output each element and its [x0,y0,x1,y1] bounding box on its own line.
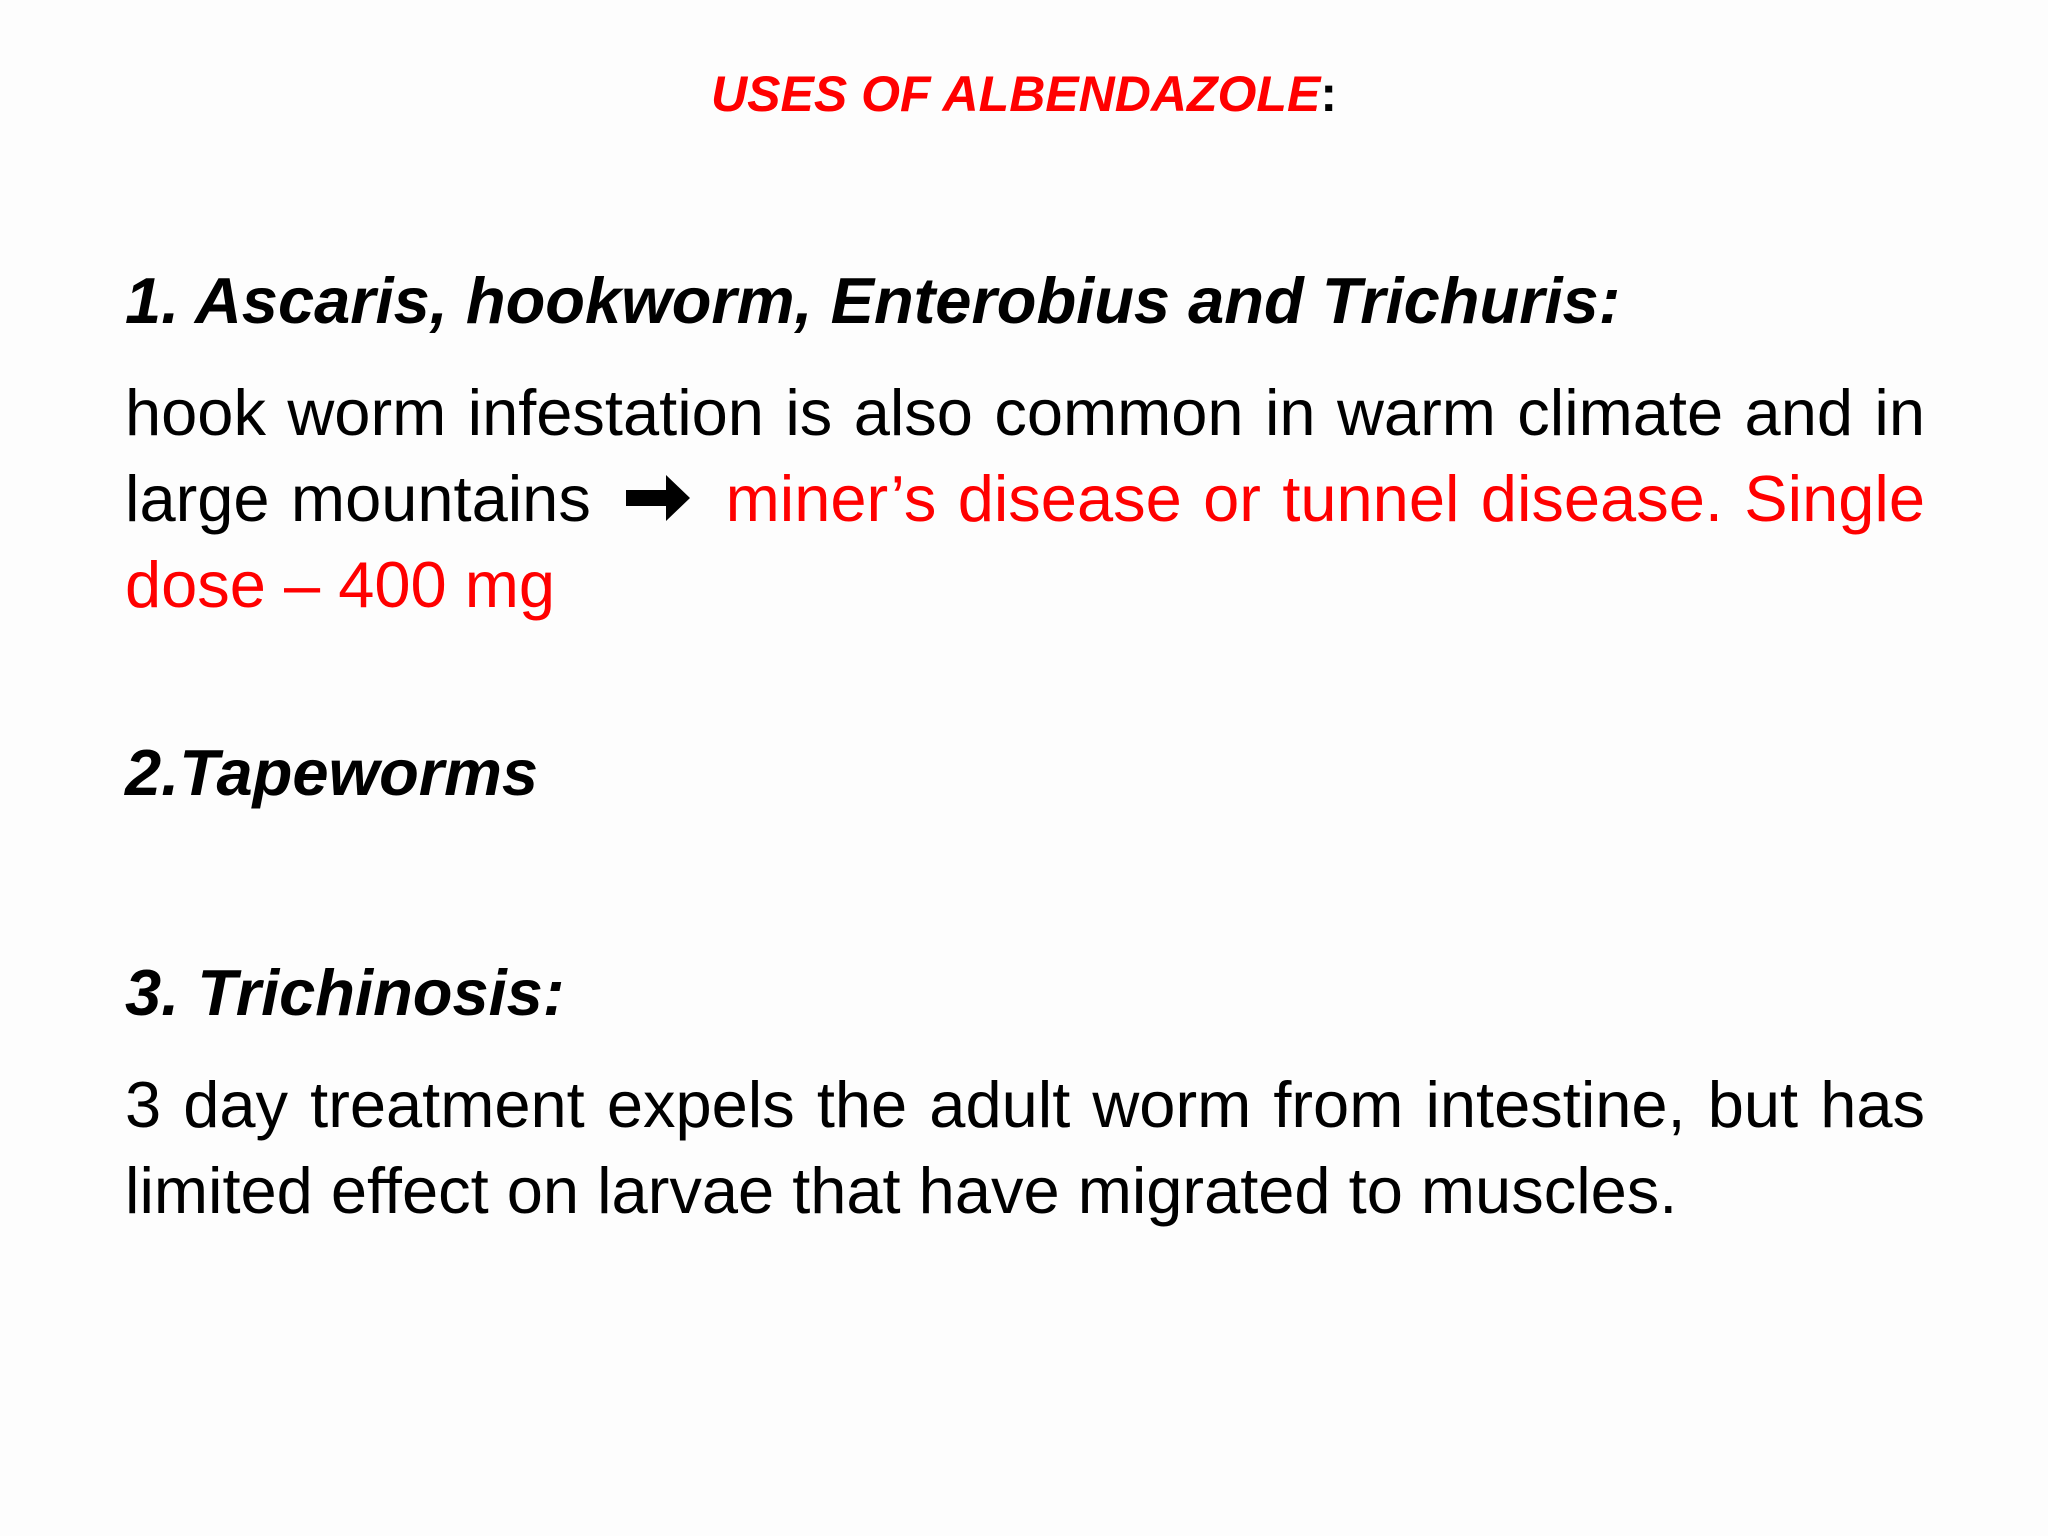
right-arrow-icon [622,471,694,525]
section-heading: 1. Ascaris, hookworm, Enterobius and Trichuris: [125,264,1621,337]
section-paragraph: 3 day treatment expels the adult worm from intestine, but has limited effect on larvae that have migrated to muscles. [125,1068,1925,1227]
section-trichinosis [125,950,1925,1234]
section-paragraph [125,370,1925,628]
section-tapeworms [125,730,1925,816]
section-heading: 2.Tapeworms [125,736,539,809]
paragraph-text: hook worm infestation is also common in warm climate and in large mountains [125,376,1925,535]
slide-title [0,62,2048,126]
section-ascaris [125,258,1925,628]
slide-title-text: USES OF ALBENDAZOLE [711,66,1321,122]
section-heading: 3. Trichinosis: [125,956,565,1029]
slide-title-colon: : [1320,66,1337,122]
paragraph-highlight-text: miner’s disease or tunnel disease. Single dose – 400 mg [125,462,1925,621]
